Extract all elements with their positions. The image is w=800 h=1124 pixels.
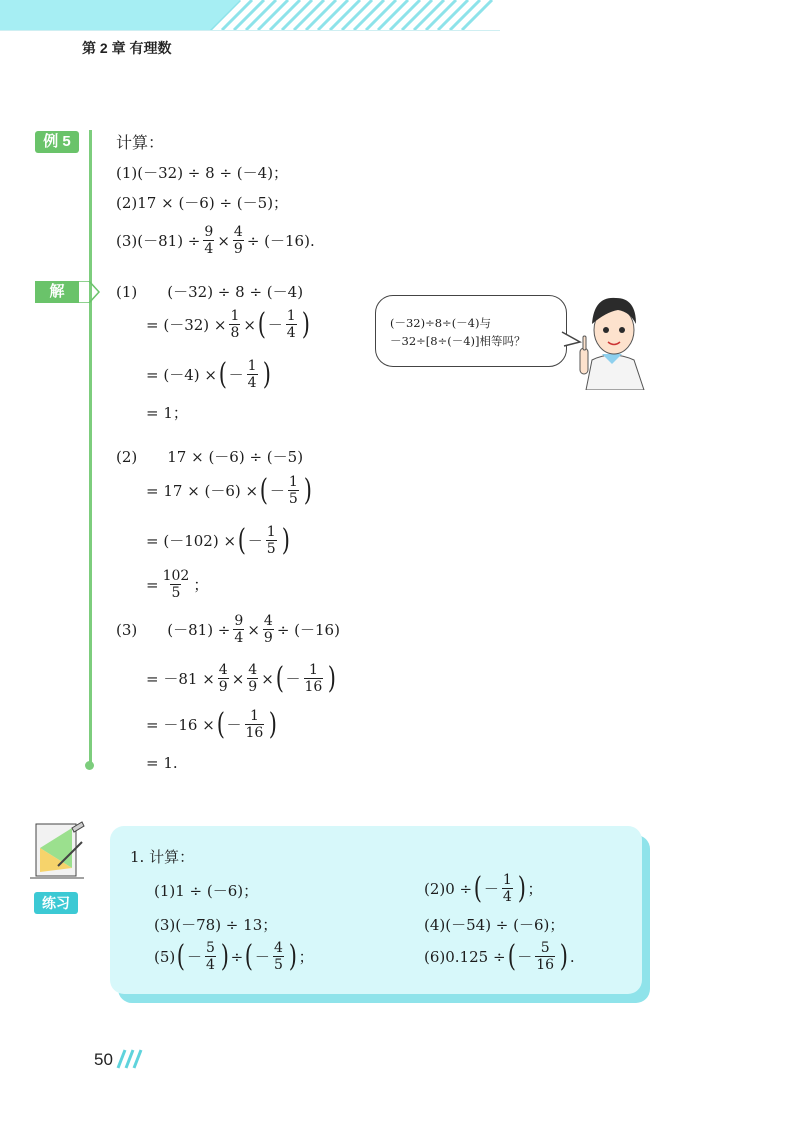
example-problem-2: (2) 17 × (－6) ÷ (－5)；	[116, 193, 289, 212]
solution-3-step-1: = －81 × $\frac{4}{9}$ × $\frac{4}{9}$ × ( － $\frac{1}{16}$ )	[146, 660, 337, 696]
fraction: $\frac{4}{9}$	[218, 662, 228, 695]
example-problem-3: (3) (－81) ÷ $\frac{9}{4}$ × $\frac{4}{9}$ ÷ (－16).	[116, 224, 315, 257]
fraction: $\frac{102}{5}$	[162, 568, 190, 601]
solution-2-step-2: = (－102) × ( － $\frac{1}{5}$ )	[146, 522, 290, 558]
fraction: $\frac{4}{9}$	[263, 613, 273, 646]
fraction: $\frac{1}{16}$	[245, 708, 264, 741]
solution-1-result: = 1；	[146, 404, 188, 422]
fraction: $\frac{1}{4}$	[286, 308, 296, 341]
fraction: $\frac{5}{4}$	[205, 940, 215, 973]
fraction: $\frac{4}{5}$	[273, 940, 283, 973]
fraction: $\frac{1}{8}$	[230, 308, 240, 341]
solution-2-step-1: = 17 × (－6) × ( － $\frac{1}{5}$ )	[146, 472, 312, 508]
bubble-line-1: (－32)÷8÷(－4)与	[390, 316, 491, 330]
fraction: $\frac{1}{4}$	[502, 872, 512, 905]
solution-tag: 解	[49, 283, 65, 300]
exercise-heading: 1. 计算：	[130, 848, 195, 866]
exercise-q3: (3) (－78) ÷ 13；	[154, 915, 278, 934]
solution-2-head: (2) 17 × (－6) ÷ (－5)	[116, 447, 304, 466]
chapter-title: 第 2 章 有理数	[82, 40, 172, 56]
solution-3-head: (3) (－81) ÷ $\frac{9}{4}$ × $\frac{4}{9}$ ÷ (－16)	[116, 613, 340, 646]
header-stripes	[200, 0, 500, 30]
page-number: 50	[94, 1050, 113, 1069]
fraction: $\frac{1}{5}$	[288, 474, 298, 507]
fraction: $\frac{1}{16}$	[304, 662, 323, 695]
exercise-tag: 练习	[34, 892, 78, 914]
solution-2-result: = $\frac{102}{5}$ ；	[146, 568, 209, 601]
fraction: $\frac{5}{16}$	[536, 940, 555, 973]
bubble-line-2: －32÷[8÷(－4)]相等吗？	[390, 334, 526, 348]
thought-bubble	[375, 295, 567, 367]
fraction: $\frac{4}{9}$	[248, 662, 258, 695]
solution-1-step-2: = (－4) × ( － $\frac{1}{4}$ )	[146, 356, 271, 392]
exercise-q1: (1) 1 ÷ (－6)；	[154, 881, 259, 900]
solution-1-head: (1) (－32) ÷ 8 ÷ (－4)	[116, 282, 304, 301]
exercise-notebook-icon	[28, 818, 88, 890]
example-problem-1: (1) (－32) ÷ 8 ÷ (－4)；	[116, 163, 289, 182]
exercise-q2: (2) 0 ÷ ( － $\frac{1}{4}$ ) ；	[424, 870, 543, 906]
exercise-q6: (6) 0.125 ÷ ( － $\frac{5}{16}$ ) .	[424, 938, 575, 974]
fraction: $\frac{9}{4}$	[204, 224, 214, 257]
example-rail-end	[85, 761, 94, 770]
header-rule	[0, 30, 500, 31]
example-rail	[89, 130, 92, 766]
fraction: $\frac{4}{9}$	[233, 224, 243, 257]
fraction: $\frac{1}{5}$	[266, 524, 276, 557]
exercise-q5: (5) ( － $\frac{5}{4}$ ) ÷ ( － $\frac{4}{5}$ ) ；	[154, 938, 314, 974]
solution-1-step-1: = (－32) × $\frac{1}{8}$ × ( － $\frac{1}{4}$ )	[146, 306, 310, 342]
example-tag: 例 5	[35, 131, 79, 153]
exercise-q4: (4) (－54) ÷ (－6)；	[424, 915, 565, 934]
solution-3-step-2: = －16 × ( － $\frac{1}{16}$ )	[146, 706, 278, 742]
fraction: $\frac{1}{4}$	[247, 358, 257, 391]
solution-3-result: = 1.	[146, 754, 178, 772]
example-intro: 计算：	[116, 133, 165, 152]
fraction: $\frac{9}{4}$	[234, 613, 244, 646]
boy-illustration-icon	[572, 290, 652, 390]
page-slash-icon	[116, 1049, 146, 1069]
